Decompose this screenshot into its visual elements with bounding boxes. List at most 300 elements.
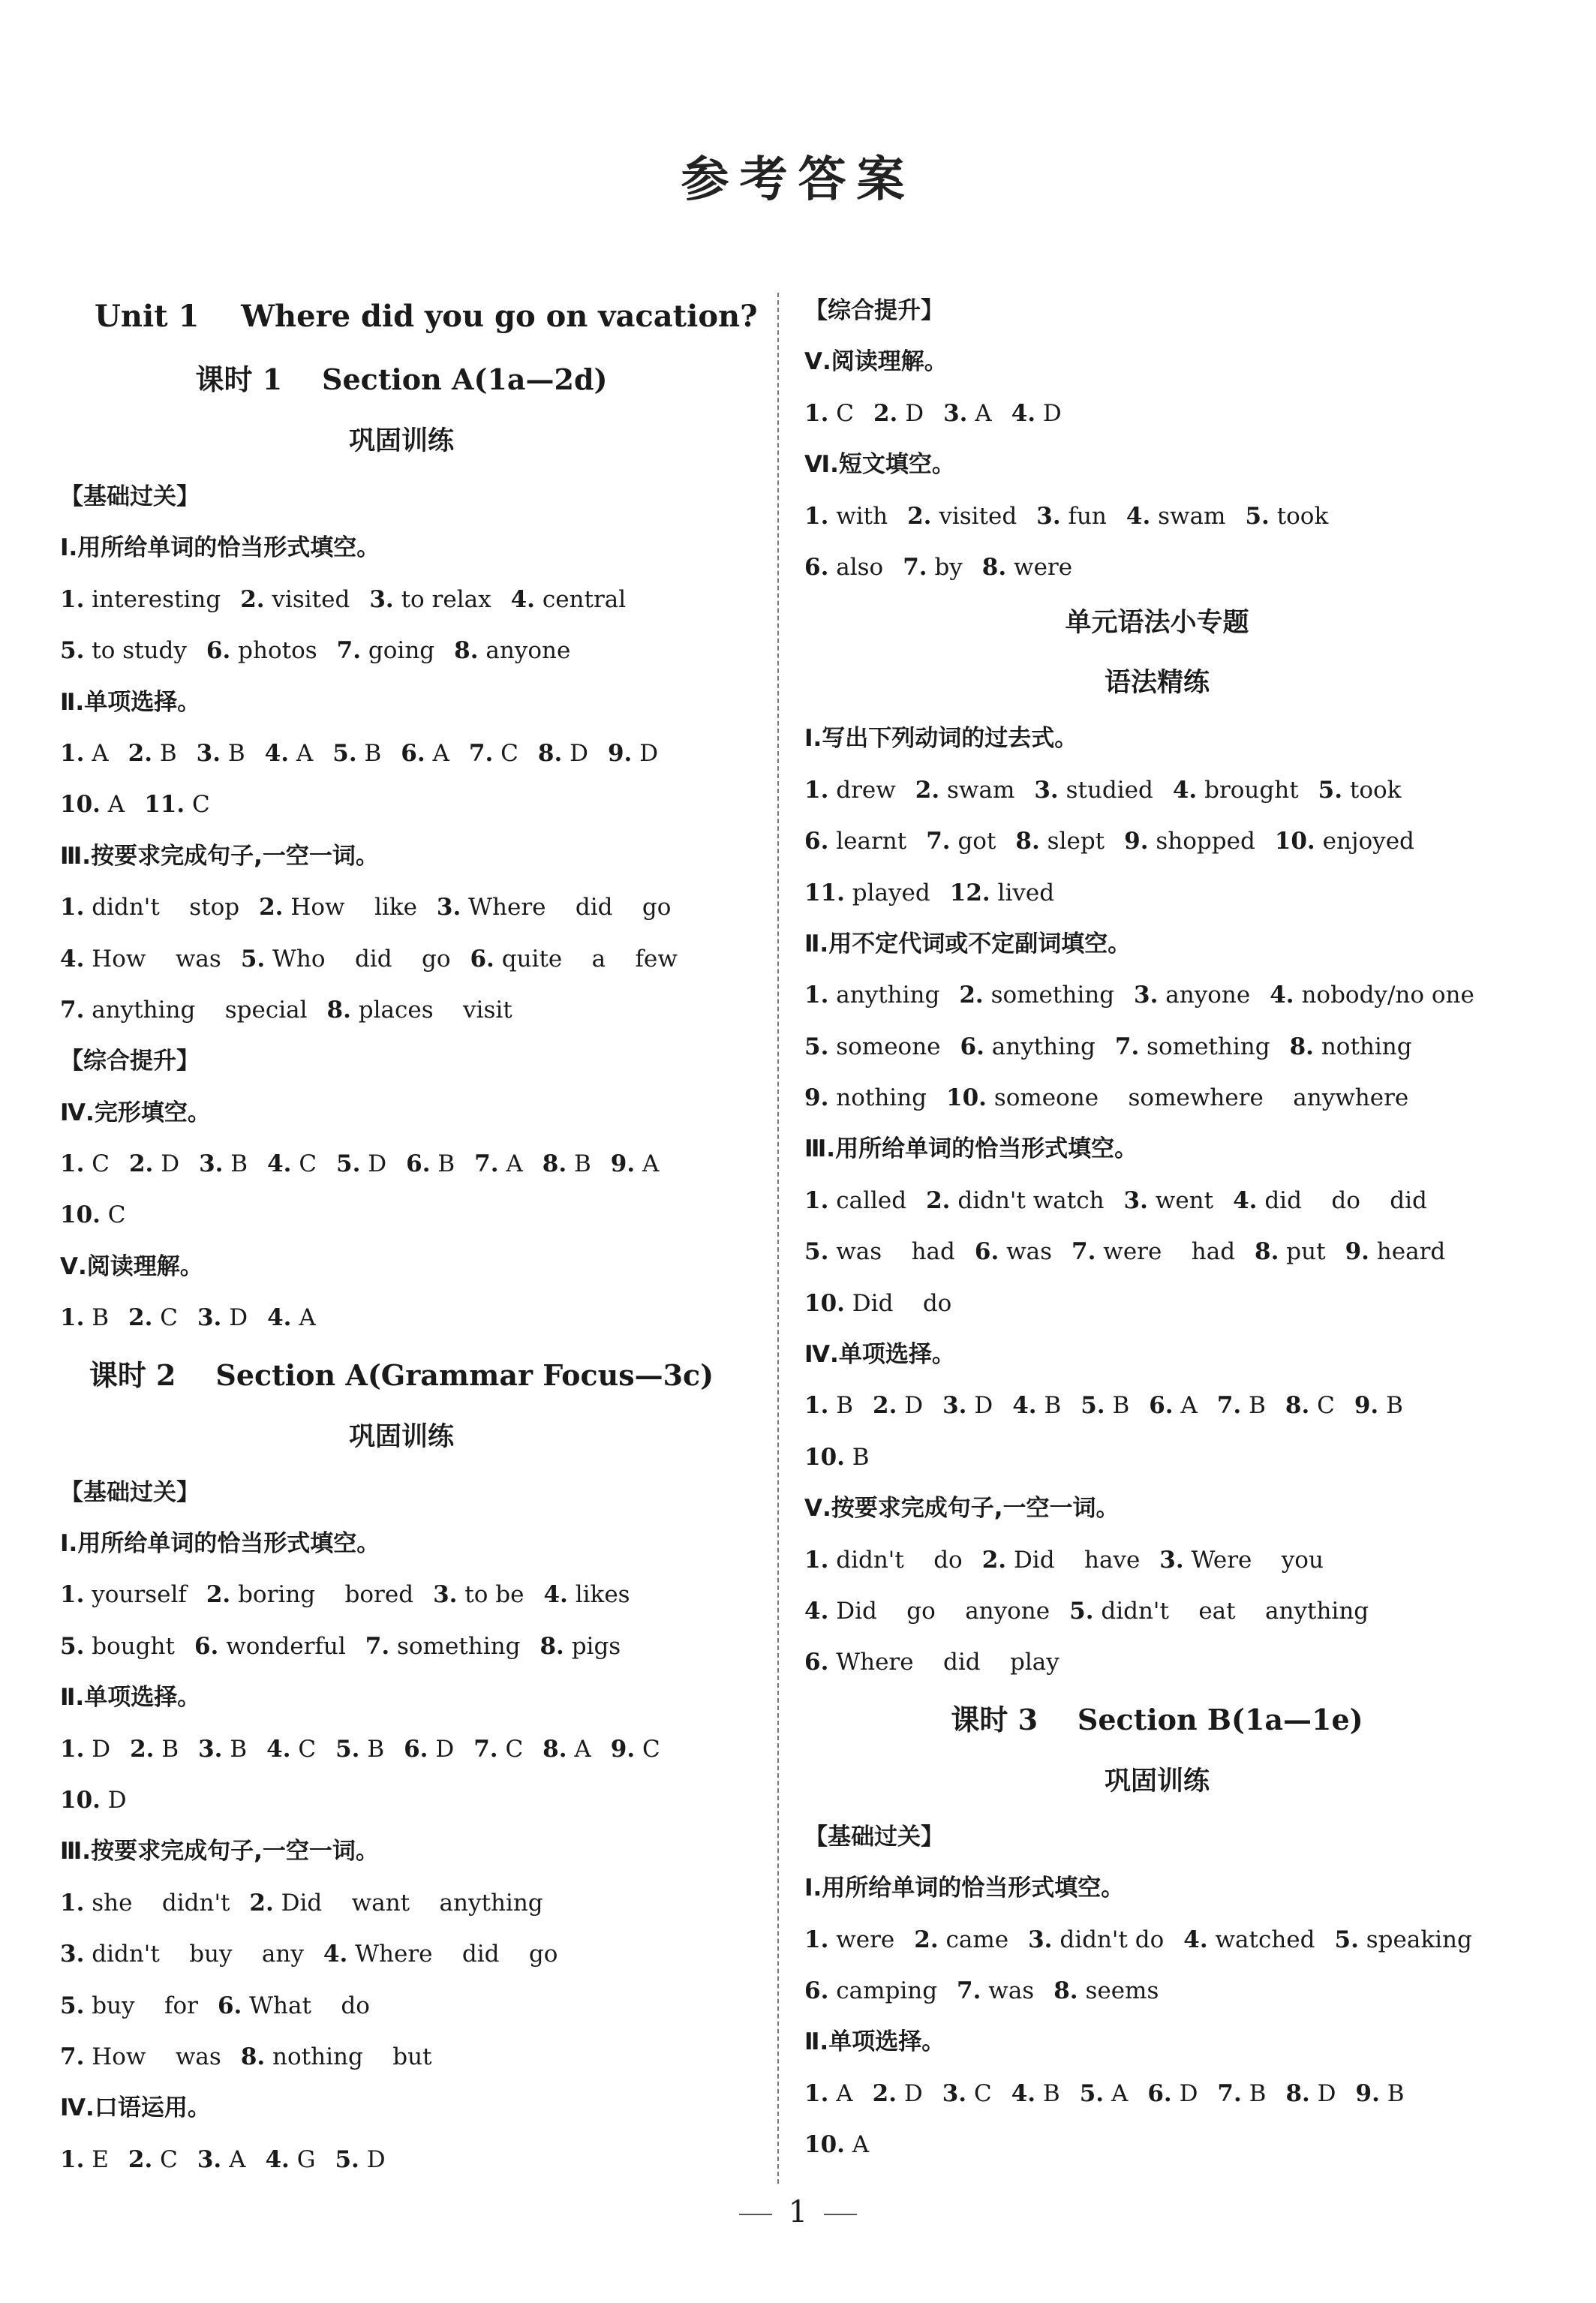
answer-item [369, 574, 491, 625]
answer-text: A [229, 2145, 246, 2173]
answer-number: 10. [60, 791, 101, 819]
answer-number: 9. [610, 1735, 636, 1763]
answer-text: D [1042, 399, 1062, 427]
answer-number: 4. [1012, 1392, 1037, 1420]
answer-item [982, 542, 1072, 593]
answer-text: C [191, 791, 210, 819]
question-title: Ⅴ.阅读理解。 [60, 1252, 203, 1280]
answer-text: A [506, 1150, 523, 1178]
answer-item [144, 779, 210, 830]
footer-dash-left [739, 2214, 772, 2215]
answer-text: places visit [358, 996, 512, 1024]
answer-item [332, 728, 381, 779]
answer-text: D [107, 1786, 127, 1814]
answer-item [267, 1138, 317, 1189]
answer-item [804, 867, 930, 918]
answer-number: 1. [804, 982, 829, 1009]
answer-number: 11. [804, 879, 845, 906]
answer-number: 6. [804, 553, 829, 581]
answer-text: A [107, 791, 125, 819]
question-title: Ⅴ.按要求完成句子,一空一词。 [804, 1495, 1120, 1523]
answer-line [60, 728, 743, 779]
answer-text: someone [836, 1033, 941, 1060]
answer-item [60, 1878, 230, 1929]
answer-number: 2. [873, 399, 898, 427]
answer-text: D [639, 739, 659, 767]
answer-line [804, 388, 1510, 439]
answer-number: 5. [1334, 1926, 1359, 1953]
answer-text: interesting [92, 585, 221, 613]
answer-number: 1. [804, 502, 829, 530]
answer-item [128, 1292, 178, 1343]
answer-item [60, 1929, 304, 1980]
answer-text: were [1014, 553, 1073, 581]
answer-number: 4. [264, 739, 290, 767]
answer-item [1354, 1380, 1403, 1431]
answer-text: watched [1215, 1926, 1315, 1953]
answer-item [335, 1724, 384, 1775]
answer-number: 1. [804, 399, 829, 427]
footer-dash-right [824, 2214, 857, 2215]
answer-number: 4. [267, 1304, 292, 1332]
answer-number: 1. [804, 2079, 829, 2107]
answer-item [206, 625, 317, 676]
answer-number: 4. [1172, 776, 1198, 804]
answer-number: 3. [1123, 1186, 1148, 1214]
answer-text: anyone [485, 637, 571, 665]
answer-text: didn't do [1059, 1926, 1165, 1953]
answer-text: didn't stop [92, 894, 240, 922]
answer-item [804, 1965, 937, 2016]
answer-text: nothing [1321, 1033, 1412, 1060]
answer-text: came [945, 1926, 1009, 1953]
answer-number: 7. [1114, 1033, 1140, 1060]
answer-item [942, 1380, 993, 1431]
answer-text: was [988, 1977, 1035, 2004]
answer-text: A [299, 1304, 316, 1332]
answer-text: called [836, 1186, 907, 1214]
answer-item [1183, 1914, 1315, 1965]
answer-number: 2. [240, 585, 265, 613]
answer-number: 7. [1217, 2079, 1242, 2107]
answer-number: 3. [1034, 776, 1059, 804]
answer-text: didn't watch [957, 1186, 1105, 1214]
answer-number: 2. [915, 776, 940, 804]
answer-item [60, 1724, 110, 1775]
answer-text: bought [92, 1632, 175, 1660]
answer-line [60, 1980, 743, 2031]
answer-item [804, 1586, 1050, 1637]
answer-item [60, 934, 221, 985]
answer-number: 1. [60, 1304, 85, 1332]
answer-number: 1. [60, 1581, 85, 1609]
answer-text: photos [238, 637, 317, 665]
answer-number: 6. [194, 1632, 219, 1660]
answer-item [60, 1621, 175, 1672]
answer-text: also [836, 553, 884, 581]
answer-item [1356, 2068, 1405, 2119]
answer-number: 3. [1159, 1546, 1184, 1574]
answer-number: 4. [60, 945, 85, 973]
answer-item [454, 625, 570, 676]
answer-text: fun [1068, 502, 1107, 530]
answer-line [60, 1138, 743, 1189]
answer-text: B [92, 1304, 110, 1332]
answer-item [266, 1724, 316, 1775]
answer-number: 4. [1183, 1926, 1208, 1953]
answer-text: was had [836, 1238, 955, 1266]
question-title: Ⅴ.阅读理解。 [804, 348, 948, 376]
answer-number: 5. [804, 1033, 829, 1060]
answer-text: C [160, 2145, 178, 2173]
question-title: Ⅱ.单项选择。 [60, 688, 201, 716]
sub-heading: 巩固训练 [348, 426, 454, 456]
answer-item [1173, 765, 1299, 816]
answer-line [804, 1226, 1510, 1277]
answer-number: 6. [804, 828, 829, 855]
answer-text: Where did go [468, 894, 672, 922]
answer-text: D [905, 399, 924, 427]
answer-line [60, 2134, 743, 2185]
answer-item [365, 1621, 521, 1672]
answer-item [611, 1138, 660, 1189]
answer-item [259, 882, 417, 933]
sub-heading: 巩固训练 [1104, 1766, 1210, 1796]
answer-number: 5. [1079, 2079, 1105, 2107]
answer-item [611, 1724, 660, 1775]
answer-item [218, 1980, 370, 2031]
answer-number: 4. [510, 585, 535, 613]
answer-line [804, 765, 1510, 816]
left-column [60, 285, 758, 2185]
answer-item [327, 985, 512, 1036]
answer-item [926, 1175, 1104, 1226]
answer-line [804, 1637, 1510, 1688]
answer-item [60, 882, 239, 933]
answer-number: 8. [1255, 1238, 1279, 1266]
answer-number: 8. [542, 1150, 567, 1178]
answer-number: 3. [197, 1304, 222, 1332]
answer-item [474, 1138, 523, 1189]
answer-item [538, 728, 588, 779]
answer-item [130, 1724, 179, 1775]
answer-item [608, 728, 658, 779]
answer-item [1072, 1226, 1235, 1277]
answer-number: 10. [60, 1786, 101, 1814]
answer-number: 4. [804, 1597, 829, 1625]
answer-item [323, 1929, 558, 1980]
answer-text: anyone [1165, 982, 1251, 1009]
answer-number: 2. [907, 502, 932, 530]
question-title: Ⅱ.单项选择。 [60, 1684, 201, 1712]
answer-text: A [92, 739, 109, 767]
answer-text: B [1112, 1392, 1130, 1420]
answer-text: to relax [401, 585, 491, 613]
answer-number: 1. [60, 739, 85, 767]
answer-text: camping [836, 1977, 938, 2004]
answer-text: was [1006, 1238, 1053, 1266]
answer-item [959, 970, 1114, 1021]
answer-item [1233, 1175, 1427, 1226]
answer-item [804, 1072, 927, 1123]
answer-item [915, 765, 1015, 816]
answer-item [926, 816, 996, 867]
answer-item [60, 1775, 127, 1826]
answer-item [1126, 491, 1226, 542]
question-title: Ⅱ.单项选择。 [804, 2028, 945, 2056]
answer-text: How like [290, 894, 417, 922]
answer-number: 4. [1011, 399, 1036, 427]
answer-text: Were you [1191, 1546, 1324, 1574]
answer-item [60, 2134, 109, 2185]
question-title: Ⅵ.短文填空。 [804, 451, 955, 479]
answer-item [1124, 1175, 1214, 1226]
answer-number: 7. [468, 739, 494, 767]
answer-number: 8. [981, 553, 1007, 581]
answer-item [129, 1138, 179, 1189]
answer-text: C [92, 1150, 110, 1178]
answer-text: A [574, 1735, 591, 1763]
answer-text: shopped [1156, 828, 1255, 855]
answer-item [206, 1569, 413, 1620]
question-title: Ⅳ.完形填空。 [60, 1099, 211, 1126]
answer-number: 2. [206, 1581, 231, 1609]
answer-number: 8. [240, 2043, 266, 2070]
question-title: Ⅰ.写出下列动词的过去式。 [804, 725, 1078, 753]
answer-item [1149, 1380, 1198, 1431]
answer-line [60, 1621, 743, 1672]
answer-number: 6. [1147, 2079, 1172, 2107]
answer-text: Did do [852, 1289, 952, 1317]
answer-line [804, 2119, 1510, 2170]
answer-number: 3. [60, 1941, 85, 1968]
answer-text: B [1386, 1392, 1403, 1420]
answer-item [1069, 1586, 1369, 1637]
answer-item [199, 1138, 248, 1189]
answer-item [804, 1432, 870, 1483]
answer-number: 7. [957, 1977, 981, 2004]
answer-number: 1. [804, 1186, 829, 1214]
answer-number: 3. [197, 2145, 222, 2173]
answer-number: 5. [240, 945, 266, 973]
answer-text: going [368, 637, 435, 665]
answer-item [804, 765, 896, 816]
answer-number: 4. [323, 1941, 348, 1968]
answer-item [1335, 1914, 1472, 1965]
answer-text: heard [1376, 1238, 1446, 1266]
answer-number: 3. [436, 894, 461, 922]
answer-number: 8. [454, 637, 479, 665]
answer-item [336, 1138, 386, 1189]
answer-number: 10. [946, 1084, 987, 1112]
answer-line [60, 985, 743, 1036]
answer-item [1245, 491, 1328, 542]
answer-text: B [437, 1150, 455, 1178]
answer-number: 3. [1036, 502, 1061, 530]
answer-item [942, 2068, 992, 2119]
answer-number: 9. [1355, 2079, 1380, 2107]
answer-text: likes [575, 1581, 630, 1609]
answer-text: A [1180, 1392, 1198, 1420]
answer-text: speaking [1366, 1926, 1472, 1953]
answer-number: 7. [365, 1632, 390, 1660]
answer-text: D [1317, 2079, 1336, 2107]
answer-text: D [570, 739, 588, 767]
answer-line [60, 934, 743, 985]
answer-number: 6. [804, 1977, 829, 2004]
answer-text: nothing but [272, 2043, 432, 2070]
answer-text: C [107, 1201, 126, 1229]
answer-item [1012, 1380, 1061, 1431]
answer-text: D [161, 1150, 180, 1178]
answer-item [804, 1226, 955, 1277]
answer-text: C [299, 1150, 317, 1178]
answer-item [1036, 491, 1107, 542]
answer-text: What do [249, 1992, 370, 2019]
answer-line [60, 2031, 743, 2082]
answer-item [335, 2134, 385, 2185]
answer-number: 7. [926, 828, 951, 855]
answer-item [60, 1980, 198, 2031]
answer-item [60, 728, 109, 779]
sub-heading: 单元语法小专题 [1065, 608, 1249, 639]
answer-number: 5. [1069, 1597, 1094, 1625]
answer-number: 9. [1354, 1392, 1379, 1420]
answer-item [1217, 2068, 1266, 2119]
answer-text: D [974, 1392, 993, 1420]
answer-item [249, 1878, 543, 1929]
answer-number: 9. [1124, 828, 1149, 855]
answer-number: 3. [942, 2079, 967, 2107]
answer-text: D [435, 1735, 455, 1763]
answer-text: yourself [92, 1581, 187, 1609]
answer-text: anything [991, 1033, 1096, 1060]
answer-item [540, 1621, 621, 1672]
answer-line [804, 816, 1510, 867]
answer-number: 4. [1233, 1186, 1258, 1214]
answer-item [60, 1569, 187, 1620]
answer-text: Where did play [836, 1649, 1059, 1676]
answer-item [433, 1569, 524, 1620]
answer-item [60, 574, 221, 625]
answer-line [804, 1965, 1510, 2016]
answer-text: to study [92, 637, 187, 665]
answer-item [1147, 2068, 1198, 2119]
answer-line [60, 882, 743, 933]
answer-number: 6. [804, 1649, 829, 1676]
answer-item [804, 2068, 853, 2119]
answer-line [804, 491, 1510, 542]
answer-text: something [1147, 1033, 1270, 1060]
answer-number: 6. [404, 1735, 428, 1763]
answer-item [543, 1569, 630, 1620]
answer-text: wonderful [226, 1632, 346, 1660]
answer-item [406, 1138, 455, 1189]
answer-item [1080, 2068, 1129, 2119]
answer-text: put [1286, 1238, 1326, 1266]
answer-item [804, 816, 906, 867]
answer-number: 2. [873, 1392, 897, 1420]
answer-number: 2. [926, 1186, 951, 1214]
answer-item [907, 491, 1017, 542]
answer-number: 5. [335, 1735, 360, 1763]
answer-text: brought [1204, 776, 1299, 804]
answer-line [804, 1175, 1510, 1226]
answer-number: 1. [60, 894, 85, 922]
answer-number: 4. [1011, 2079, 1036, 2107]
answer-number: 6. [974, 1238, 999, 1266]
answer-text: E [92, 2145, 109, 2173]
answer-text: visited [272, 585, 350, 613]
answer-number: 2. [128, 1150, 154, 1178]
answer-text: were [836, 1926, 895, 1953]
answer-item [982, 1535, 1141, 1586]
answer-item [60, 1138, 110, 1189]
answer-text: B [1387, 2079, 1405, 2107]
answer-item [1034, 765, 1153, 816]
answer-number: 4. [267, 1150, 292, 1178]
answer-item [804, 1535, 963, 1586]
answer-text: B [1249, 2079, 1267, 2107]
answer-line [804, 1380, 1510, 1431]
answer-text: didn't do [836, 1546, 963, 1574]
answer-number: 6. [406, 1150, 431, 1178]
answer-number: 7. [474, 1150, 499, 1178]
answer-number: 8. [540, 1632, 564, 1660]
answer-line [804, 542, 1510, 593]
answer-item [194, 1621, 346, 1672]
answer-item [1053, 1965, 1159, 2016]
answer-text: B [836, 1392, 854, 1420]
answer-line [60, 1929, 743, 1980]
answer-number: 5. [60, 1992, 85, 2019]
answer-text: lived [997, 879, 1055, 906]
answer-number: 5. [804, 1238, 829, 1266]
answer-text: drew [836, 776, 896, 804]
answer-item [1124, 816, 1255, 867]
answer-number: 4. [1270, 982, 1294, 1009]
question-title: Ⅱ.用不定代词或不定副词填空。 [804, 930, 1132, 958]
answer-text: didn't eat anything [1101, 1597, 1369, 1625]
answer-text: Did go anyone [836, 1597, 1050, 1625]
answer-number: 1. [60, 1889, 85, 1917]
sub-heading: 语法精练 [1104, 668, 1210, 699]
answer-number: 8. [543, 1735, 567, 1763]
answer-item [473, 1724, 523, 1775]
answer-item [1345, 1226, 1446, 1277]
question-title: Ⅲ.按要求完成句子,一空一词。 [60, 842, 379, 870]
answer-text: A [852, 2131, 870, 2159]
answer-number: 8. [326, 996, 351, 1024]
answer-item [543, 1724, 591, 1775]
answer-item [957, 1965, 1034, 2016]
answer-item [265, 728, 314, 779]
answer-text: something [396, 1632, 521, 1660]
answer-item [1028, 1914, 1164, 1965]
answer-item [804, 2119, 869, 2170]
answer-text: B [364, 739, 382, 767]
answer-text: someone somewhere anywhere [993, 1084, 1409, 1112]
answer-number: 1. [804, 776, 829, 804]
answer-item [943, 388, 992, 439]
answer-number: 3. [369, 585, 394, 613]
answer-text: to be [464, 1581, 524, 1609]
answer-text: B [161, 1735, 179, 1763]
answer-text: D [368, 1150, 387, 1178]
answer-line [804, 1914, 1510, 1965]
answer-text: B [367, 1735, 385, 1763]
question-title: Ⅲ.用所给单词的恰当形式填空。 [804, 1135, 1138, 1163]
